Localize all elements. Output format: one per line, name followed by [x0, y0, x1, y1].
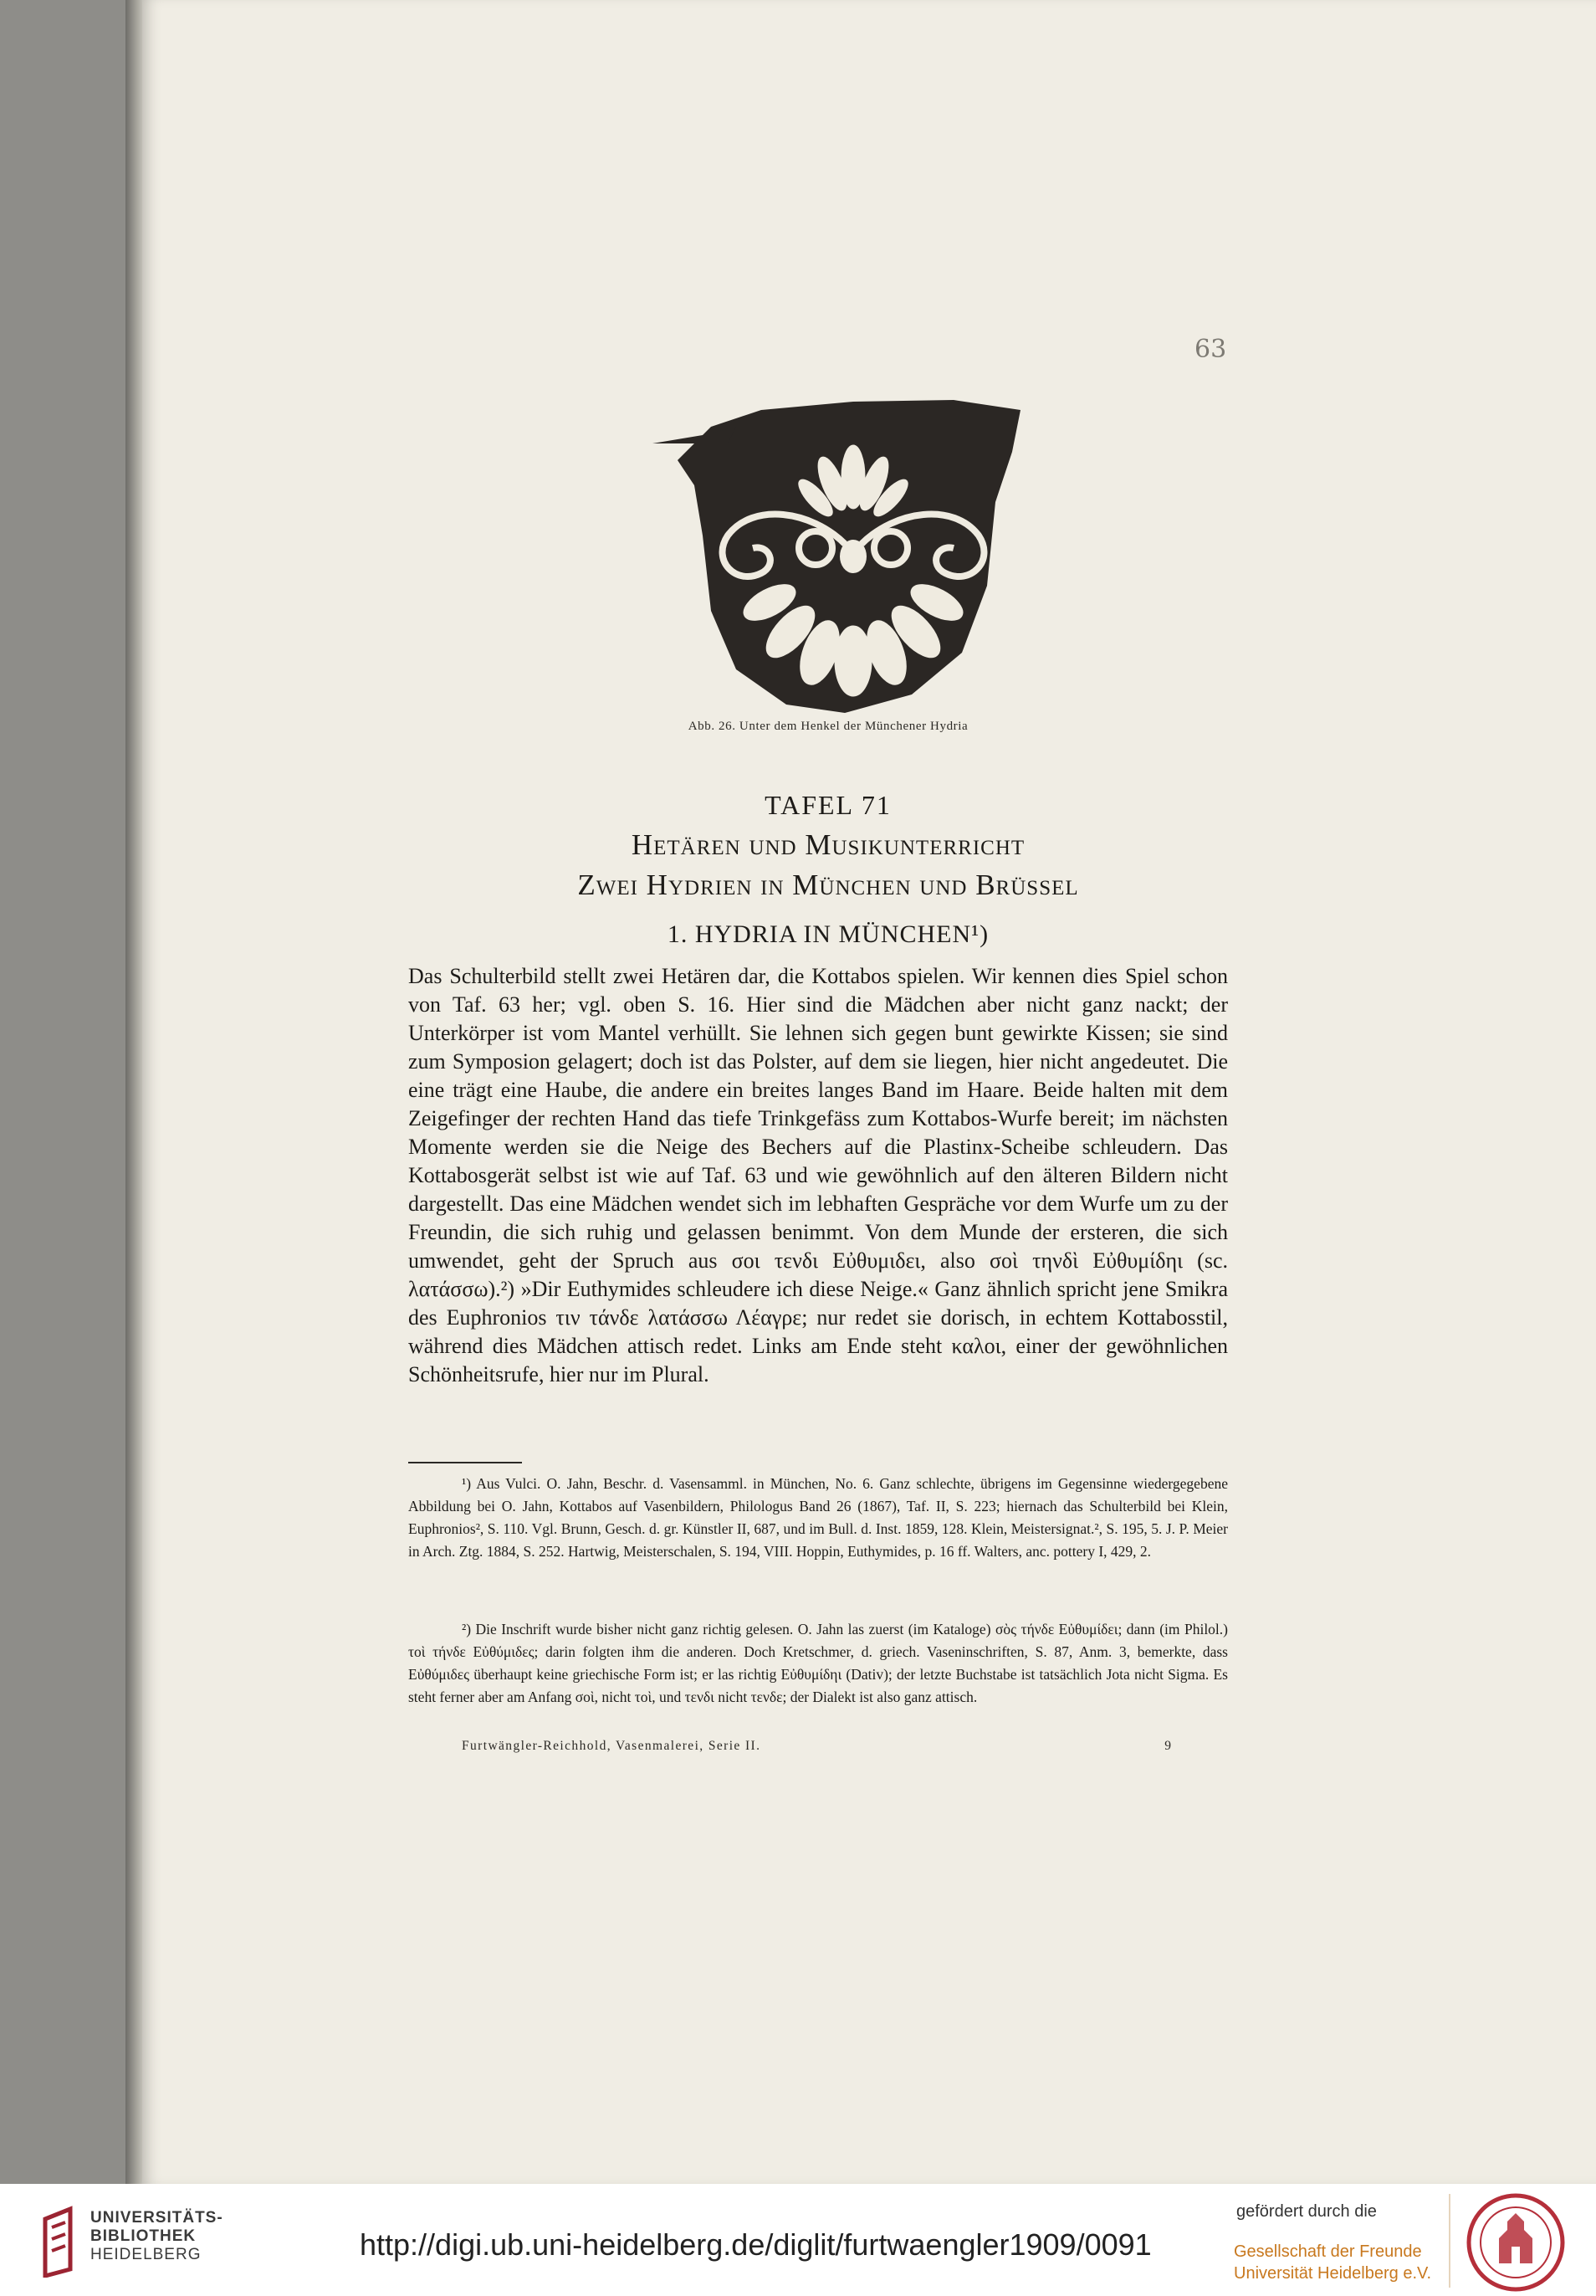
sponsor-name[interactable]: [1234, 2241, 1431, 2284]
university-seal-icon: [1466, 2192, 1566, 2293]
library-name-line1: UNIVERSITÄTS-: [90, 2209, 223, 2227]
plate-title: TAFEL 71: [765, 790, 892, 820]
sponsor-name-line2: Universität Heidelberg e.V.: [1234, 2264, 1432, 2283]
book-spine-shadow: [125, 0, 144, 2184]
footer-divider: [1449, 2194, 1450, 2288]
footnote-divider: [408, 1462, 522, 1463]
footer-bar: [0, 2184, 1596, 2296]
body-paragraph: Das Schulterbild stellt zwei Hetären dar, die Kottabos spielen. Wir kennen dies Spiel schon von Taf. 63 her; vgl. oben S. 16. Hier sind die Mädchen aber nicht ganz nackt; der Unterkörper ist vom Mantel verhüllt. Sie lehnen sich gegen bunt gewirkte Kissen; sie sind zum Symposion gelagert; doch ist das Polster, auf dem sie liegen, hier nicht angedeutet. Die eine trägt eine Haube, die andere ein breites langes Band im Haare. Beide halten mit dem Zeigefinger der rechten Hand das tiefe Trinkgefäss zum Kottabos-Wurfe bereit; im nächsten Momente werden sie die Neige des Bechers auf die Plastinx-Scheibe schleudern. Das Kottabosgerät selbst ist wie auf Taf. 63 und wie gewöhnlich auf den älteren Bildern nicht dargestellt. Das eine Mädchen wendet sich im lebhaften Gespräche vor dem Wurfe um zu der Freundin, die sich ruhig und gelassen benimmt. Von dem Munde der ersteren, die sich umwendet, geht der Spruch aus σοι τενδι Εὐθυμιδει, also σοὶ τηνδὶ Εὐθυμίδηι (sc. λατάσσω).²) »Dir Euthymides schleudere ich diese Neige.« Ganz ähnlich spricht jene Smikra des Euphronios τιν τάνδε λατάσσω Λέαγρε; nur redet sie dorisch, in echtem Kottabosstil, während dies Mädchen attisch redet. Links am Ende steht καλοι, einer der gewöhnlichen Schönheitsrufe, hier nur im Plural.: [408, 964, 1228, 1386]
permalink-url[interactable]: http://digi.ub.uni-heidelberg.de/diglit/furtwaengler1909/0091: [360, 2227, 1152, 2262]
library-name-line2: BIBLIOTHEK: [90, 2227, 197, 2245]
sponsor-label: gefördert durch die: [1236, 2202, 1377, 2221]
article-heading: Hetären und Musikunterricht: [631, 828, 1026, 861]
article-subheading: Zwei Hydrien in München und Brüssel: [577, 869, 1079, 901]
palmette-illustration: [644, 377, 1029, 720]
handwritten-page-number: 63: [1194, 335, 1227, 364]
print-signature-line: [462, 1739, 1171, 1754]
signature-number: 9: [1164, 1739, 1171, 1753]
footnote-1: ¹) Aus Vulci. O. Jahn, Beschr. d. Vasensamml. in München, No. 6. Ganz schlechte, übrigens im Gegensinne wiedergegebene Abbildung bei O. Jahn, Kottabos auf Vasenbildern, Philologus Band 26 (1867), Taf. II, S. 223; hiernach das Schulterbild bei Klein, Euphronios², S. 110. Vgl. Brunn, Gesch. d. gr. Künstler II, 687, und im Bull. d. Inst. 1859, 128. Klein, Meistersignat.², S. 195, 5. J. P. Meier in Arch. Ztg. 1884, S. 252. Hartwig, Meisterschalen, S. 194, VIII. Hoppin, Euthymides, p. 16 ff. Walters, anc. pottery I, 429, 2.: [408, 1475, 1228, 1560]
library-name: [90, 2209, 223, 2264]
footnote-2: ²) Die Inschrift wurde bisher nicht ganz richtig gelesen. O. Jahn las zuerst (im Kataloge) σὸς τήνδε Εὐθυμίδει; dann (im Philol.) τοὶ τήνδε Εὐθύμιδες; darin folgten ihm die anderen. Doch Kretschmer, d. griech. Vaseninschriften, S. 87, Anm. 3, bemerkte, dass Εὐθύμιδες überhaupt keine griechische Form ist; er las richtig Εὐθυμίδηι (Dativ); der letzte Buchstabe ist tatsächlich Jota nicht Sigma. Es steht ferner aber am Anfang σοὶ, nicht τοὶ, und τενδι nicht τενδε; der Dialekt ist also ganz attisch.: [408, 1621, 1228, 1705]
section-heading: 1. HYDRIA IN MÜNCHEN¹): [667, 920, 990, 948]
sponsor-name-line1: Gesellschaft der Freunde: [1234, 2242, 1422, 2261]
library-name-line3: HEIDELBERG: [90, 2246, 202, 2263]
signature-text: Furtwängler-Reichhold, Vasenmalerei, Serie II.: [462, 1739, 761, 1753]
figure-caption: Abb. 26. Unter dem Henkel der Münchener Hydria: [688, 720, 969, 733]
